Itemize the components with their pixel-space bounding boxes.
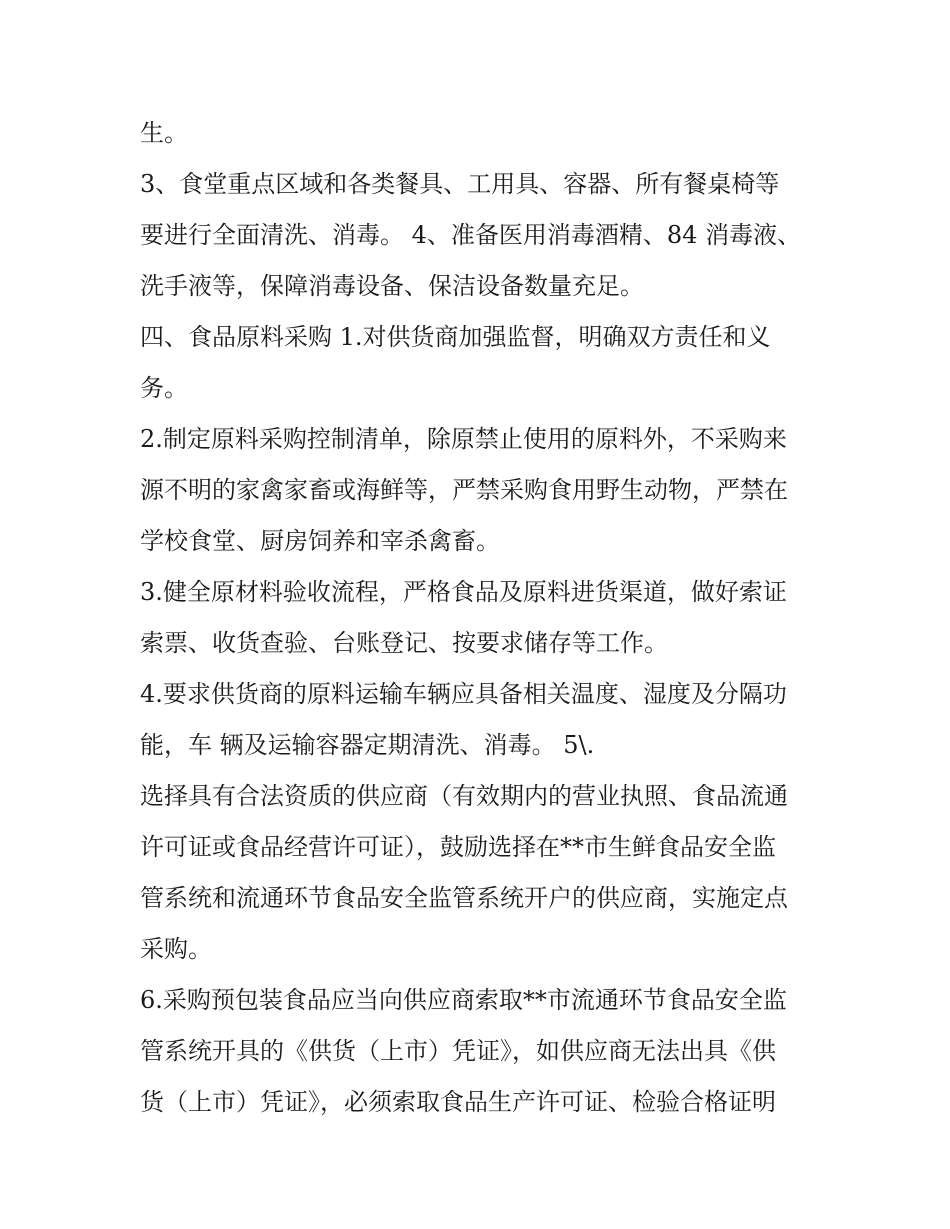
text-line: 3.健全原材料验收流程，严格食品及原料进货渠道，做好索证 (140, 578, 787, 606)
text-line: 要进行全面清洗、消毒。 4、准备医用消毒酒精、84 消毒液、 (140, 221, 802, 249)
text-line: 货（上市）凭证》，必须索取食品生产许可证、检验合格证明 (140, 1088, 776, 1116)
text-line: 许可证或食品经营许可证），鼓励选择在**市生鲜食品安全监 (140, 833, 776, 861)
text-line: 源不明的家禽家畜或海鲜等，严禁采购食用野生动物，严禁在 (140, 476, 788, 504)
text-line: 管系统和流通环节食品安全监管系统开户的供应商，实施定点 (140, 884, 788, 912)
text-line: 能，车 辆及运输容器定期清洗、消毒。 5\. (140, 731, 595, 759)
text-line: 选择具有合法资质的供应商（有效期内的营业执照、食品流通 (140, 782, 788, 810)
text-line: 管系统开具的《供货（上市）凭证》，如供应商无法出具《供 (140, 1037, 776, 1065)
text-line: 6.采购预包装食品应当向供应商索取**市流通环节食品安全监 (140, 986, 787, 1014)
text-line: 采购。 (140, 935, 212, 963)
text-line: 洗手液等，保障消毒设备、保洁设备数量充足。 (140, 272, 644, 300)
text-line: 四、食品原料采购 1.对供货商加强监督，明确双方责任和义 (140, 323, 771, 351)
text-line: 索票、收货查验、台账登记、按要求储存等工作。 (140, 629, 668, 657)
text-line: 务。 (140, 374, 188, 402)
text-line: 3、食堂重点区域和各类餐具、工用具、容器、所有餐桌椅等 (140, 170, 780, 198)
text-line: 学校食堂、厨房饲养和宰杀禽畜。 (140, 527, 500, 555)
text-line: 4.要求供货商的原料运输车辆应具备相关温度、湿度及分隔功 (140, 680, 787, 708)
text-line: 生。 (140, 119, 188, 147)
text-line: 2.制定原料采购控制清单，除原禁止使用的原料外，不采购来 (140, 425, 787, 453)
document-body (140, 108, 820, 1128)
